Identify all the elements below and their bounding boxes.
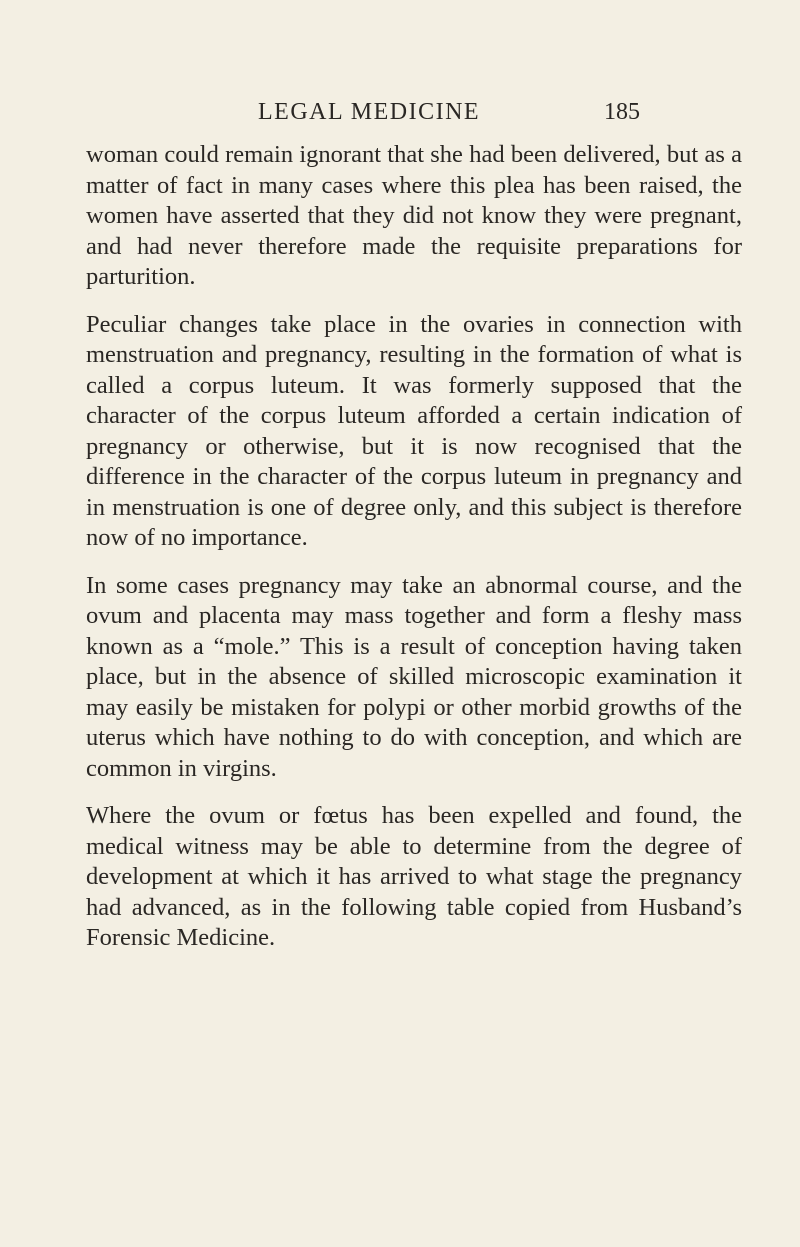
running-head xyxy=(0,95,800,129)
paragraph-mole: In some cases pregnancy may take an abnormal course, and the ovum and placenta may mass together and form a fleshy mass known as a “mole.” This is a result of conception having taken place, but in the absence of skilled microscopic examination it may easily be mistaken for polypi or other morbid growths of the uterus which have nothing to do with conception, and which are common in virgins. xyxy=(86,571,742,782)
page-number: 185 xyxy=(604,99,640,125)
paragraph-corpus-luteum: Peculiar changes take place in the ovaries in connection with menstruation and pregnancy, resulting in the formation of what is called a corpus luteum. It was formerly supposed that the character of the corpus luteum afforded a certain indication of pregnancy or otherwise, but it is now recognised that the difference in the character of the corpus luteum in pregnancy and in menstruation is one of degree only, and this subject is therefore now of no importance. xyxy=(86,310,742,551)
paragraph-delivery-ignorance: woman could remain ignorant that she had been delivered, but as a matter of fact in many cases where this plea has been raised, the women have asserted that they did not know they were pregnant, and had never therefore made the requisite preparations for parturition. xyxy=(86,141,742,290)
body-text xyxy=(86,140,742,971)
running-title: LEGAL MEDICINE xyxy=(258,99,481,125)
paragraph-foetus-development: Where the ovum or fœtus has been expelled and found, the medical witness may be able to determine from the degree of development at which it has arrived to what stage the pregnancy had advanced, as in the following table copied from Husband’s Forensic Medicine. xyxy=(86,802,742,951)
